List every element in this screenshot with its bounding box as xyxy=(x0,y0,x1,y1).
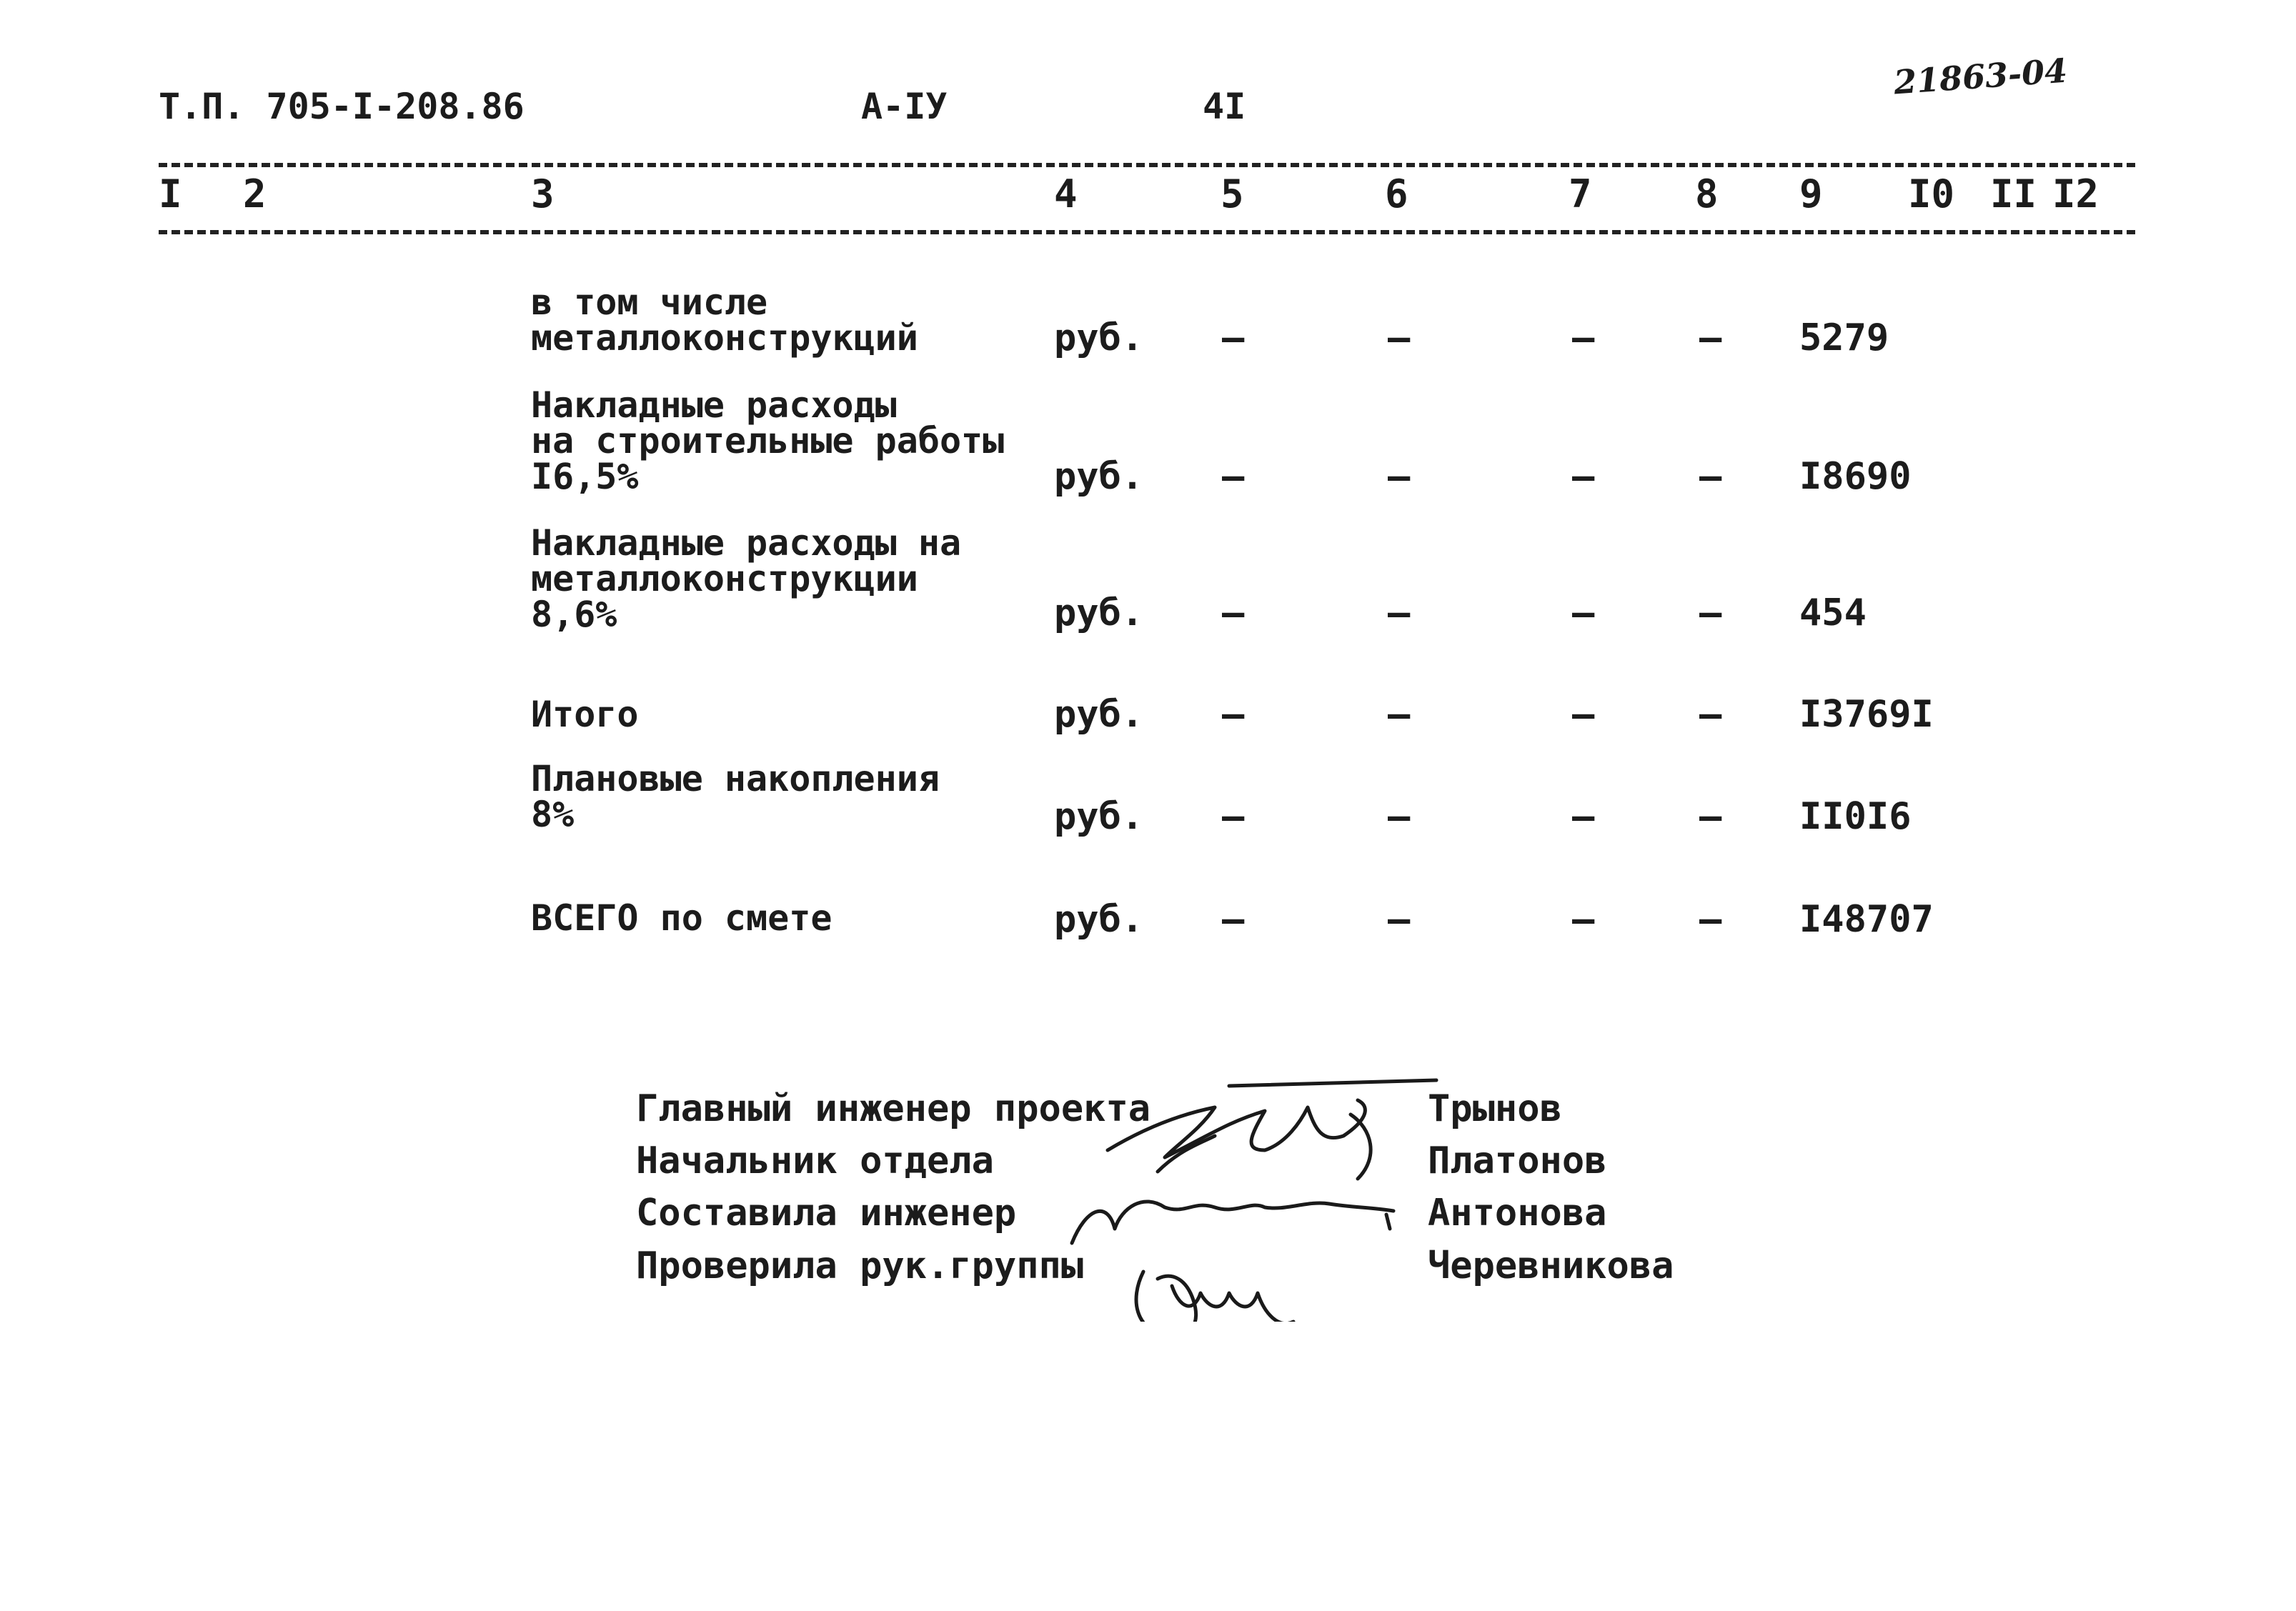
signature-role: Проверила рук.группы xyxy=(636,1245,1084,1287)
row-description: Накладные расходы на металлоконструкции 8,6% xyxy=(531,522,962,635)
row-description: Накладные расходы на строительные работы I6,5% xyxy=(531,384,1005,497)
column-header-bottom-rule xyxy=(159,230,2135,234)
row-unit: руб. xyxy=(1054,316,1144,359)
row-col6: – xyxy=(1388,693,1411,736)
row-col8: – xyxy=(1699,455,1722,498)
row-unit: руб. xyxy=(1054,898,1144,941)
handwritten-signatures xyxy=(1050,1064,1479,1322)
signature-role: Составила инженер xyxy=(636,1192,1017,1235)
signature-name: Платонов xyxy=(1428,1139,1607,1182)
row-value: I3769I xyxy=(1799,693,1934,736)
column-number: II xyxy=(1990,171,2037,216)
row-col7: – xyxy=(1572,795,1595,838)
column-number: 9 xyxy=(1799,171,1823,216)
row-col6: – xyxy=(1388,592,1411,634)
column-number: 5 xyxy=(1221,171,1244,216)
row-value: 454 xyxy=(1799,592,1867,634)
signature-name: Трынов xyxy=(1428,1087,1562,1130)
row-value: II0I6 xyxy=(1799,795,1912,838)
row-description: Плановые накопления 8% xyxy=(531,758,940,835)
row-col8: – xyxy=(1699,898,1722,941)
row-col5: – xyxy=(1222,316,1245,359)
row-col7: – xyxy=(1572,898,1595,941)
row-col5: – xyxy=(1222,693,1245,736)
row-col5: – xyxy=(1222,898,1245,941)
column-number: 7 xyxy=(1569,171,1592,216)
row-description: Итого xyxy=(531,694,639,735)
handwritten-number: 21863-04 xyxy=(1892,51,2069,102)
row-col7: – xyxy=(1572,316,1595,359)
row-unit: руб. xyxy=(1054,455,1144,498)
row-col5: – xyxy=(1222,795,1245,838)
doc-code: Т.П. 705-I-208.86 xyxy=(159,86,525,127)
row-col7: – xyxy=(1572,693,1595,736)
row-unit: руб. xyxy=(1054,795,1144,838)
row-col7: – xyxy=(1572,592,1595,634)
row-col6: – xyxy=(1388,795,1411,838)
signature-role: Главный инженер проекта xyxy=(636,1087,1151,1130)
row-col5: – xyxy=(1222,592,1245,634)
row-value: 5279 xyxy=(1799,316,1889,359)
page-number: 4I xyxy=(1203,86,1246,127)
row-value: I48707 xyxy=(1799,898,1934,941)
row-col8: – xyxy=(1699,795,1722,838)
column-number: I2 xyxy=(2052,171,2099,216)
column-number: I0 xyxy=(1908,171,1955,216)
row-col7: – xyxy=(1572,455,1595,498)
row-col5: – xyxy=(1222,455,1245,498)
column-number: 3 xyxy=(531,171,555,216)
signature-name: Антонова xyxy=(1428,1192,1607,1235)
row-col6: – xyxy=(1388,898,1411,941)
signature-name: Черевникова xyxy=(1428,1245,1674,1287)
signature-role: Начальник отдела xyxy=(636,1139,994,1182)
column-number: I xyxy=(159,171,182,216)
column-number: 2 xyxy=(243,171,267,216)
column-number: 8 xyxy=(1695,171,1719,216)
column-header-top-rule xyxy=(159,163,2135,167)
row-col6: – xyxy=(1388,455,1411,498)
row-col8: – xyxy=(1699,592,1722,634)
column-number: 4 xyxy=(1054,171,1078,216)
row-value: I8690 xyxy=(1799,455,1912,498)
row-unit: руб. xyxy=(1054,592,1144,634)
row-col6: – xyxy=(1388,316,1411,359)
row-col8: – xyxy=(1699,316,1722,359)
row-unit: руб. xyxy=(1054,693,1144,736)
row-col8: – xyxy=(1699,693,1722,736)
row-description: ВСЕГО по смете xyxy=(531,897,833,939)
column-number: 6 xyxy=(1385,171,1408,216)
section-code: А-IУ xyxy=(861,86,948,127)
row-description: в том числе металлоконструкций xyxy=(531,281,918,359)
